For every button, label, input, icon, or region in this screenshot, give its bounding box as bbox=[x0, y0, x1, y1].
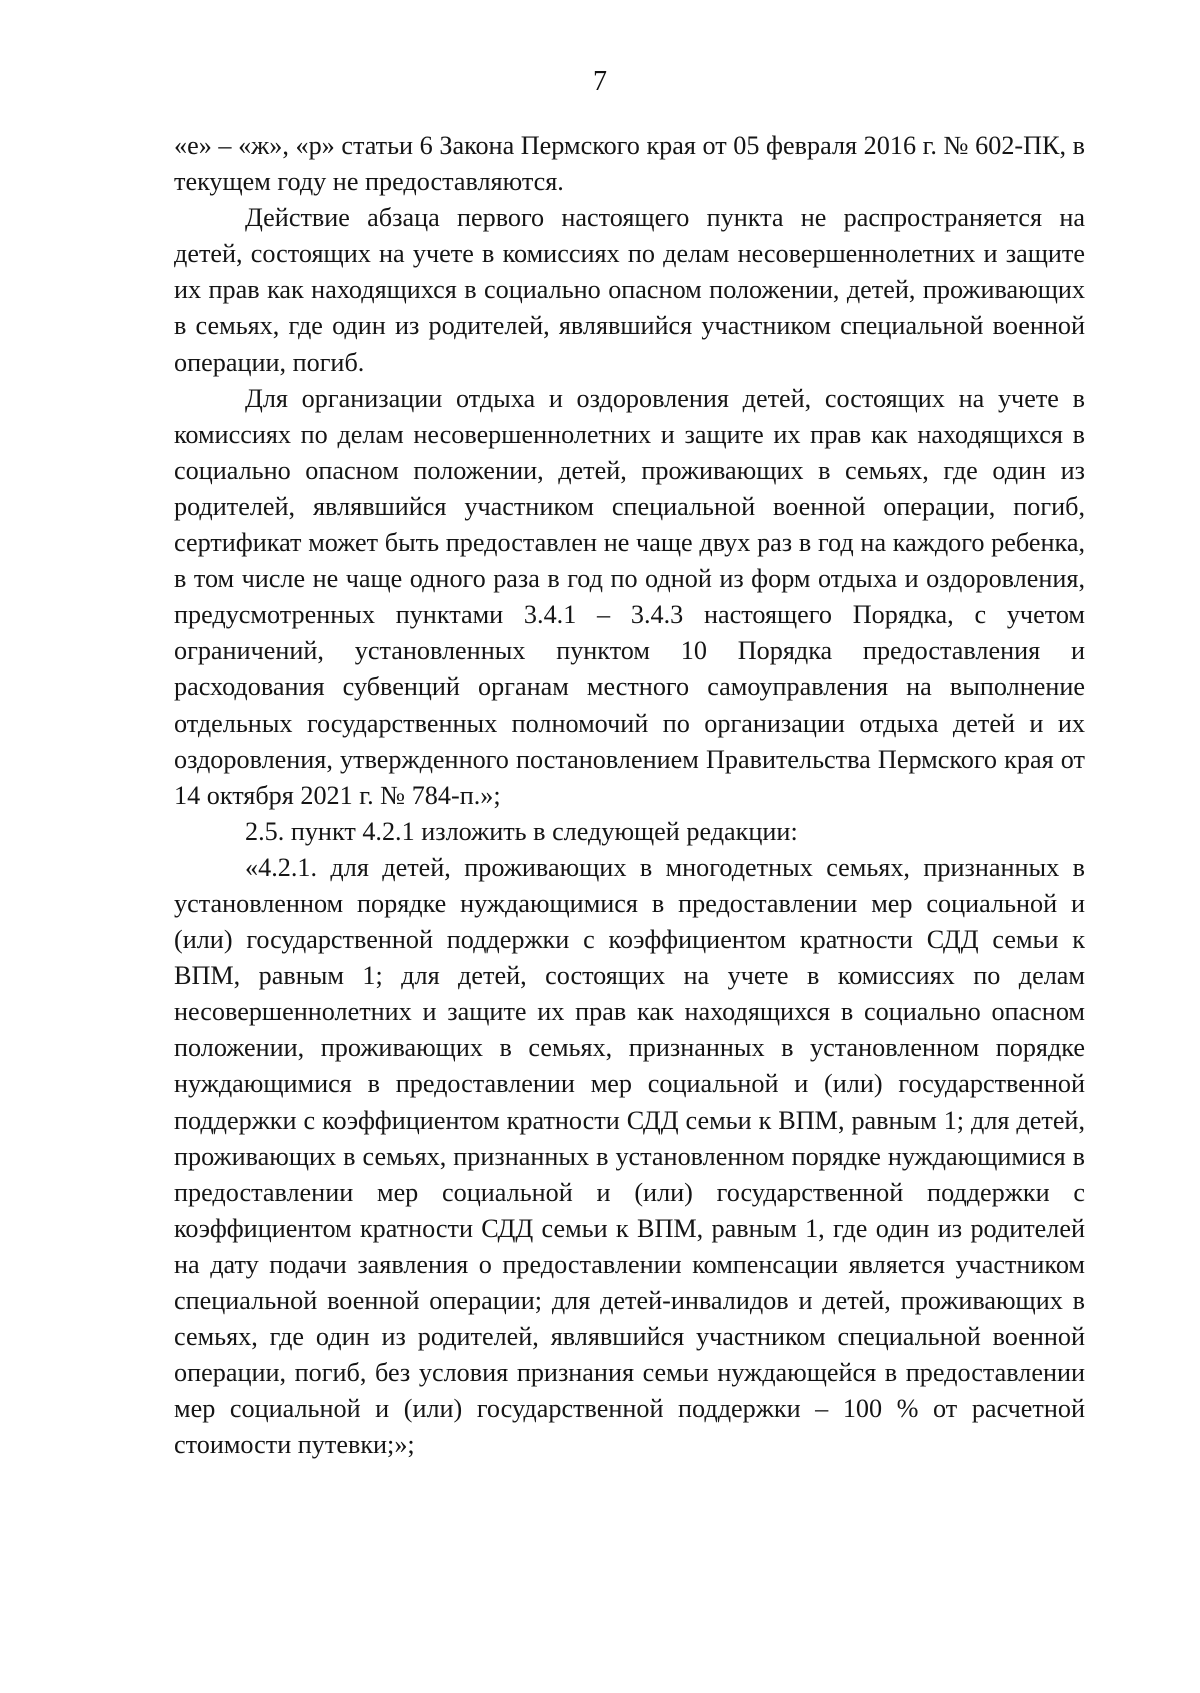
paragraph-amendment-2-5: 2.5. пункт 4.2.1 изложить в следующей редакции: bbox=[245, 816, 798, 846]
paragraph-continuation: «е» – «ж», «р» статьи 6 Закона Пермского края от 05 февраля 2016 г. № 602-ПК, в текущем году не предоставляются. bbox=[174, 131, 1085, 197]
document-body bbox=[174, 128, 1085, 1463]
paragraph-exception: Действие абзаца первого настоящего пункта не распространяется на детей, состоящих на учете в комиссиях по делам несовершеннолетних и защите их прав как находящихся в социально опасном положении, детей, проживающих в семьях, где один из родителей, являвшийся участником специальной военной операции, погиб. bbox=[174, 203, 1085, 377]
paragraph-certificate-rules: Для организации отдыха и оздоровления детей, состоящих на учете в комиссиях по делам несовершеннолетних и защите их прав как находящихся в социально опасном положении, детей, проживающих в семьях, где один из родителей, являвшийся участником специальной военной операции, погиб, сертификат может быть предоставлен не чаще двух раз в год на каждого ребенка, в том числе не чаще одного раза в год по одной из форм отдыха и оздоровления, предусмотренных пунктами 3.4.1 – 3.4.3 настоящего Порядка, с учетом ограничений, установленных пунктом 10 Порядка предоставления и расходования субвенций органам местного самоуправления на выполнение отдельных государственных полномочий по организации отдыха детей и их оздоровления, утвержденного постановлением Правительства Пермского края от 14 октября 2021 г. № 784-п.»; bbox=[174, 383, 1085, 810]
page-number: 7 bbox=[593, 66, 607, 97]
paragraph-item-4-2-1: «4.2.1. для детей, проживающих в многодетных семьях, признанных в установленном порядке нуждающимися в предоставлении мер социальной и (или) государственной поддержки с коэффициентом кратности СДД семьи к ВПМ, равным 1; для детей, состоящих на учете в комиссиях по делам несовершеннолетних и защите их прав как находящихся в социально опасном положении, проживающих в семьях, признанных в установленном порядке нуждающимися в предоставлении мер социальной и (или) государственной поддержки с коэффициентом кратности СДД семьи к ВПМ, равным 1; для детей, проживающих в семьях, признанных в установленном порядке нуждающимися в предоставлении мер социальной и (или) государственной поддержки с коэффициентом кратности СДД семьи к ВПМ, равным 1, где один из родителей на дату подачи заявления о предоставлении компенсации является участником специальной военной операции; для детей-инвалидов и детей, проживающих в семьях, где один из родителей, являвшийся участником специальной военной операции, погиб, без условия признания семьи нуждающейся в предоставлении мер социальной и (или) государственной поддержки – 100 % от расчетной стоимости путевки;»; bbox=[174, 852, 1085, 1460]
